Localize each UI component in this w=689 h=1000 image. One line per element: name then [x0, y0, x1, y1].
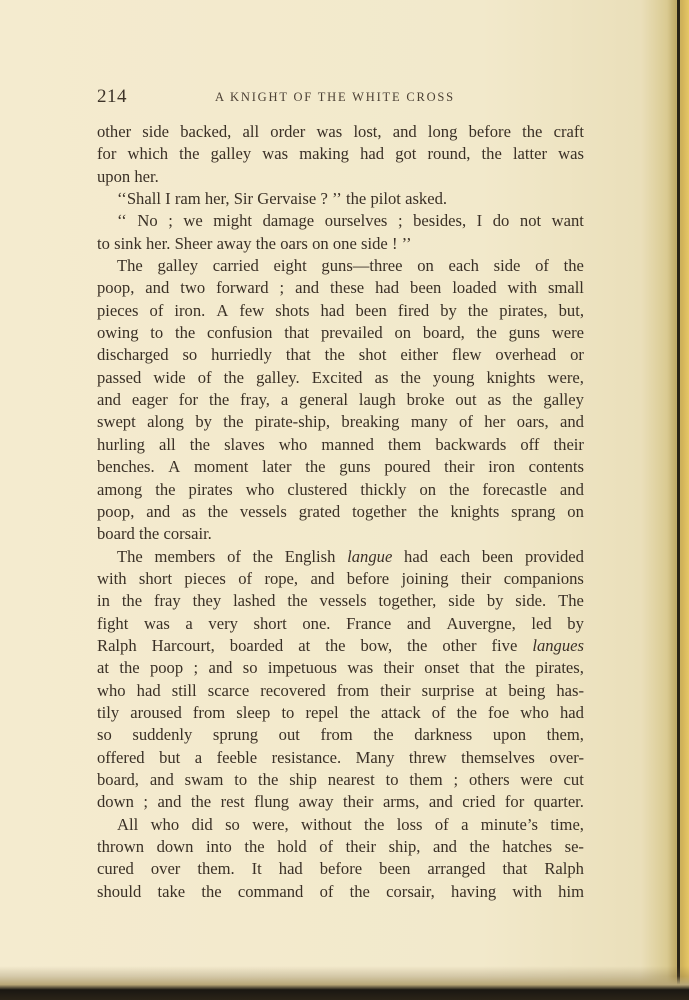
text-line: poop, and as the vessels grated together the knights sprang on — [97, 501, 584, 521]
text-line: at the poop ; and so impetuous was their onset that the pirates, — [97, 658, 584, 678]
text-line: should take the command of the corsair, having with him — [97, 881, 584, 901]
text-line: thrown down into the hold of their ship, and the hatches se- — [97, 837, 584, 856]
text-line: ‘‘Shall I ram her, Sir Gervaise ? ’’ the pilot asked. — [117, 189, 448, 209]
page-bottom-edge — [0, 966, 689, 1000]
text-line: with short pieces of rope, and before joining their companions — [97, 568, 584, 588]
text-line: discharged so hurriedly that the shot either flew overhead or — [97, 345, 584, 365]
text-line: board the corsair. — [97, 524, 212, 544]
page-number: 214 — [97, 86, 127, 107]
text-line: tily aroused from sleep to repel the attack of the foe who had — [97, 702, 584, 722]
text-line: among the pirates who clustered thickly on the forecastle and — [97, 479, 584, 499]
text-line: The members of the English langue had each been provided — [117, 546, 584, 566]
body-text — [97, 121, 584, 903]
text-line: swept along by the pirate-ship, breaking many of her oars, and — [97, 412, 584, 432]
text-line: who had still scarce recovered from their surprise at being has- — [97, 680, 584, 700]
text-line: hurling all the slaves who manned them backwards off their — [97, 434, 584, 454]
text-line: down ; and the rest flung away their arms, and cried for quarter. — [97, 792, 584, 812]
text-line: cured over them. It had before been arranged that Ralph — [97, 859, 584, 879]
text-line: for which the galley was making had got round, the latter was — [97, 144, 584, 164]
text-line: fight was a very short one. France and Auvergne, led by — [97, 613, 584, 633]
text-line: Ralph Harcourt, boarded at the bow, the other five langues — [97, 635, 584, 655]
page-header — [97, 86, 582, 108]
text-line: so suddenly sprung out from the darkness upon them, — [97, 725, 584, 745]
text-line: upon her. — [97, 166, 159, 186]
text-line: All who did so were, without the loss of a minute’s time, — [117, 814, 584, 834]
text-line: owing to the confusion that prevailed on board, the guns were — [97, 323, 584, 343]
text-line: passed wide of the galley. Excited as the young knights were, — [97, 367, 584, 387]
text-line: to sink her. Sheer away the oars on one side ! ’’ — [97, 233, 412, 253]
text-line: The galley carried eight guns—three on each side of the — [117, 256, 584, 276]
text-line: in the fray they lashed the vessels together, side by side. The — [97, 591, 584, 611]
text-line: board, and swam to the ship nearest to them ; others were cut — [97, 769, 584, 789]
text-line: and eager for the fray, a general laugh broke out as the galley — [97, 390, 584, 410]
text-line: benches. A moment later the guns poured their iron contents — [97, 457, 584, 477]
text-line: poop, and two forward ; and these had been loaded with small — [97, 278, 584, 298]
text-line: pieces of iron. A few shots had been fired by the pirates, but, — [97, 300, 584, 320]
text-line: offered but a feeble resistance. Many threw themselves over- — [97, 747, 584, 767]
text-line: other side backed, all order was lost, and long before the craft — [97, 122, 584, 141]
running-head: A KNIGHT OF THE WHITE CROSS — [215, 90, 455, 104]
page-binding-edge — [667, 0, 689, 1000]
text-line: ‘‘ No ; we might damage ourselves ; besides, I do not want — [117, 211, 584, 231]
